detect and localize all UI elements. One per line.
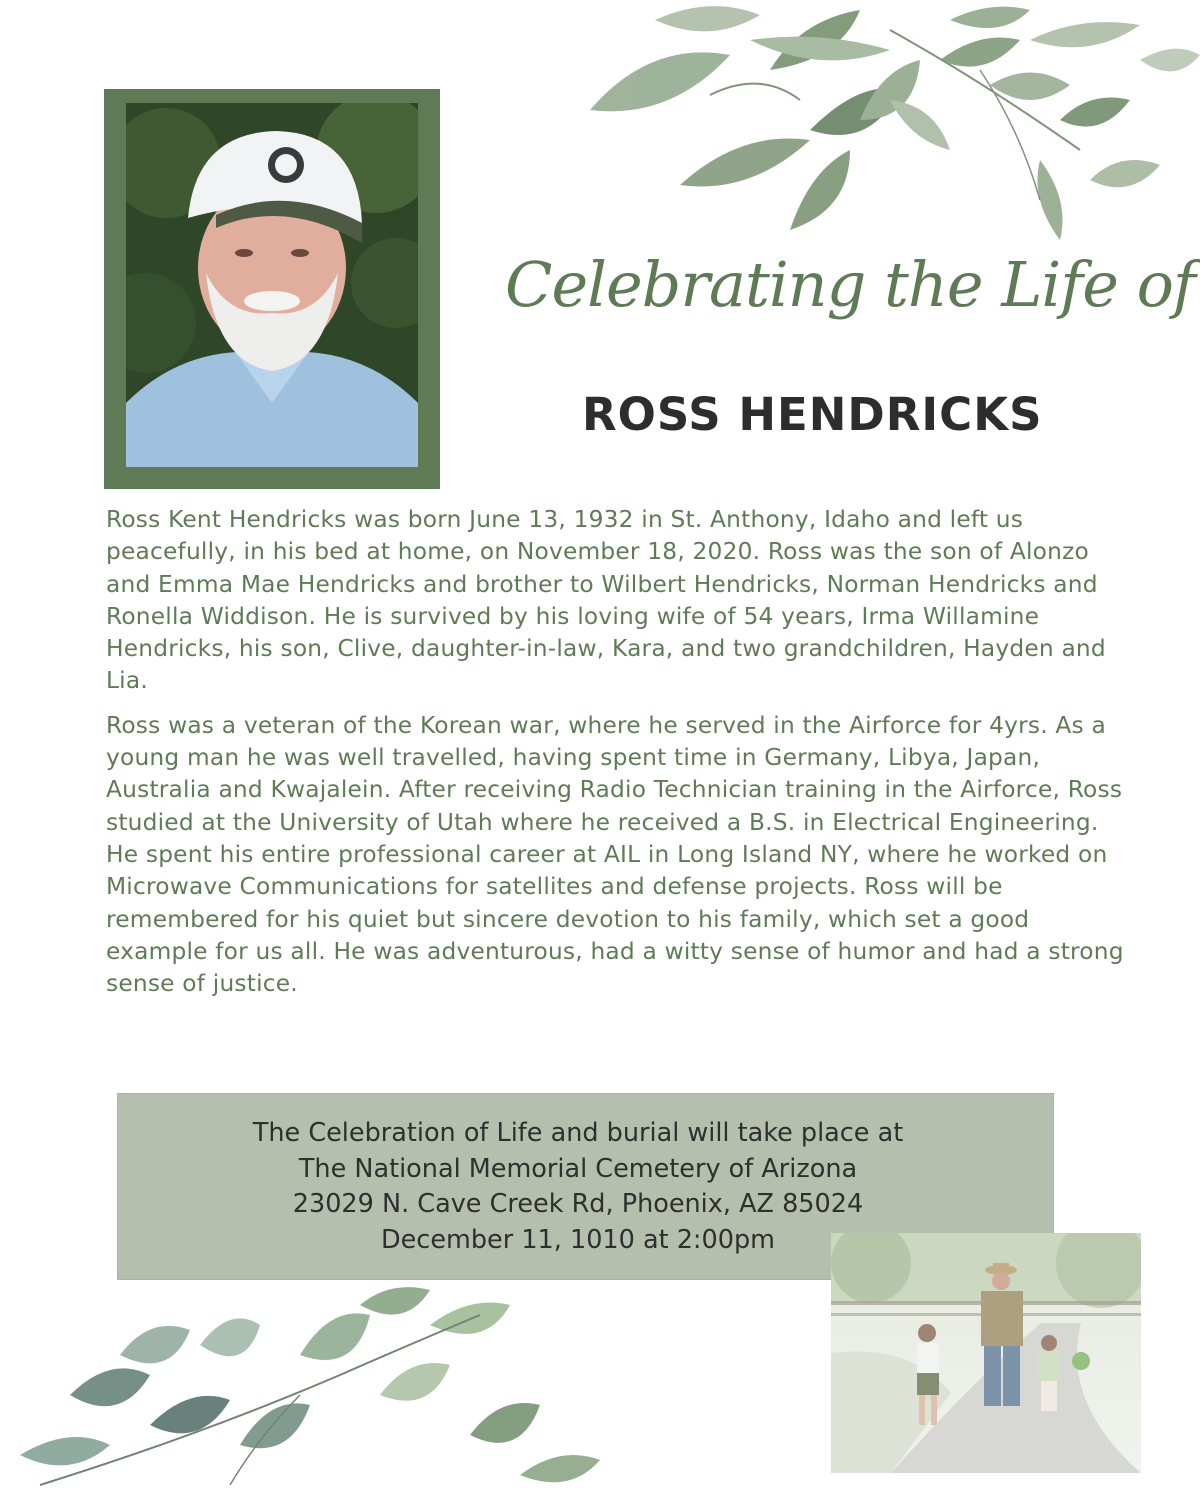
deceased-name: ROSS HENDRICKS bbox=[582, 388, 1043, 441]
bio-paragraph-1: Ross Kent Hendricks was born June 13, 1932 in St. Anthony, Idaho and left us peacefully, in his bed at home, on November 18, 2020. Ross was the son of Alonzo and Emma Mae Hendricks and brother to Wilbert Hendricks, Norman Hendricks and Ronella Widdison. He is survived by his loving wife of 54 years, Irma Willamine Hendricks, his son, Clive, daughter-in-law, Kara, and two grandchildren, Hayden and Lia. bbox=[106, 506, 1106, 695]
family-walk-photo bbox=[831, 1233, 1141, 1473]
decorative-leaves-top bbox=[560, 0, 1200, 250]
event-address: 23029 N. Cave Creek Rd, Phoenix, AZ 85024 bbox=[292, 1189, 864, 1219]
decorative-leaves-bottom bbox=[0, 1285, 640, 1500]
event-date-time: December 11, 1010 at 2:00pm bbox=[380, 1224, 776, 1255]
portrait-photo bbox=[126, 103, 418, 467]
bio-paragraph-2: Ross was a veteran of the Korean war, where he served in the Airforce for 4yrs. As a young man he was well travelled, having spent time in Germany, Libya, Japan, Australia and Kwajalein. After receiving Radio Technician training in the Airforce, Ross studied at the University of Utah where he received a B.S. in Electrical Engineering. He spent his entire professional career at AIL in Long Island NY, where he worked on Microwave Communications for satellites and defense projects. Ross will be remembered for his quiet but sincere devotion to his family, which set a good example for us all. He was adventurous, had a witty sense of humor and had a strong sense of justice. bbox=[106, 711, 1124, 998]
portrait-frame bbox=[104, 89, 440, 489]
biography bbox=[106, 504, 1136, 1012]
event-intro-line: The Celebration of Life and burial will take place at bbox=[252, 1118, 904, 1148]
event-venue: The National Memorial Cemetery of Arizona bbox=[298, 1153, 858, 1184]
page-title-script: Celebrating the Life of bbox=[505, 248, 1195, 321]
family-walk-illustration bbox=[831, 1233, 1141, 1473]
